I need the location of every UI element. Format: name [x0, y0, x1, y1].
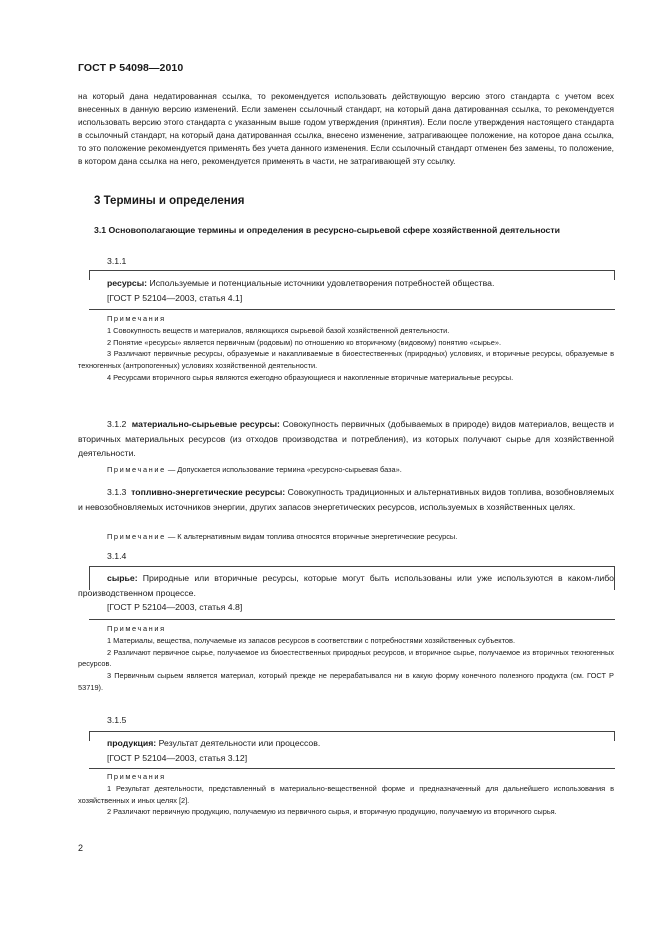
section-title: 3 Термины и определения: [94, 195, 245, 207]
document-header: ГОСТ Р 54098—2010: [78, 62, 184, 74]
term-number-3-1-5: 3.1.5: [107, 715, 127, 725]
frame-tick-right: [614, 566, 615, 590]
term-продукция: продукция:: [107, 738, 157, 748]
term-топливно-энергетические-ресурсы: топливно-энергетические ресурсы:: [131, 487, 286, 497]
definition-text: Результат деятельности или процессов.: [156, 738, 321, 748]
page-number: 2: [78, 843, 84, 853]
note-item: 1 Материалы, вещества, получаемые из запасов ресурсов в соответствии с потребностями хозяйственных субъектов.: [107, 635, 516, 645]
definition-source: [ГОСТ Р 52104—2003, статья 4.8]: [107, 602, 243, 613]
note-label: Примечание: [107, 465, 166, 474]
definition-text: Используемые и потенциальные источники удовлетворения потребностей общества.: [147, 278, 495, 288]
frame-tick-right: [614, 270, 615, 280]
note-3-1-3: [78, 531, 614, 543]
term-ресурсы: ресурсы:: [107, 278, 148, 288]
term-number-3-1-2: 3.1.2: [107, 419, 127, 429]
note-text: — Допускается использование термина «ресурсно-сырьевая база».: [165, 465, 402, 474]
notes-heading: Примечания: [107, 624, 166, 633]
note-item: 1 Совокупность веществ и материалов, являющихся сырьевой базой хозяйственной деятельности.: [107, 325, 450, 335]
frame-tick-right: [614, 731, 615, 741]
definition-source: [ГОСТ Р 52104—2003, статья 3.12]: [107, 752, 248, 763]
note-item: 4 Ресурсами вторичного сырья являются ежегодно образующиеся и накопленные вторичные материальные ресурсы.: [107, 372, 514, 382]
note-item: 3 Первичным сырьем является материал, который прежде не перерабатывался ни в какую форму конечного полезного продукта (см. ГОСТ Р 53719).: [78, 671, 614, 692]
term-number-3-1-3: 3.1.3: [107, 487, 127, 497]
intro-text: на который дана недатированная ссылка, то рекомендуется использовать действующую версию этого стандарта с учетом всех внесенных в данную версию изменений. Если заменен ссылочный стандарт, на который дана датированная ссылка, то рекомендуется использовать версию этого стандарта с указанным выше годом утверждения (принятия). Если после утверждения настоящего стандарта в ссылочный стандарт, на который дана датированная ссылка, внесено изменение, затрагивающее положение, на которое дана ссылка, то это положение рекомендуется применять без учета данного изменения. Если ссылочный стандарт отменен без замены, то положение, в котором дана ссылка на него, рекомендуется применять в части, не затрагивающей эту ссылку.: [78, 91, 614, 167]
term-3-1-2: [78, 417, 614, 461]
note-3-1-2: [78, 464, 614, 476]
note-label: Примечание: [107, 532, 166, 541]
note-item: 1 Результат деятельности, представленный в материально-вещественной форме и предназначенный для дальнейшего использования в хозяйственных и иных целях [2].: [78, 783, 614, 805]
term-3-1-3: [78, 485, 614, 514]
term-number-3-1-4: 3.1.4: [107, 551, 127, 561]
notes-3-1-4: [78, 623, 614, 694]
note-item: 2 Понятие «ресурсы» является первичным (родовым) по отношению ко вторичному (видовому) понятию «сырье».: [107, 337, 501, 347]
definition-3-1-4: [78, 571, 614, 615]
definition-text: Совокупность первичных (добываемых в природе) видов материалов, веществ и вторичных материальных ресурсов (из отходов производства и потребления), из которых получают сырье для хозяйственной деятельности.: [78, 419, 614, 458]
notes-3-1-1: [78, 313, 614, 384]
definition-text: Природные или вторичные ресурсы, которые могут быть использованы или уже используются в каком-либо производственном процессе.: [78, 573, 614, 598]
definition-text: Совокупность традиционных и альтернативных видов топлива, возобновляемых и невозобновляемых источников энергии, других запасов энергетических ресурсов, используемых в хозяйственных целях.: [78, 487, 615, 512]
notes-heading: Примечания: [107, 772, 166, 781]
note-item: 2 Различают первичное сырье, получаемое из биоестественных природных ресурсов, и вторичное сырье, получаемое из вторичных техногенных ресурсов.: [78, 647, 614, 669]
term-number-3-1-1: 3.1.1: [107, 256, 127, 266]
subsection-title: 3.1 Основополагающие термины и определения в ресурсно-сырьевой сфере хозяйственной деятельности: [94, 225, 560, 235]
intro-paragraph: [78, 90, 614, 169]
definition-source: [ГОСТ Р 52104—2003, статья 4.1]: [107, 292, 243, 303]
note-item: 2 Различают первичную продукцию, получаемую из первичного сырья, и вторичную продукцию, получаемую из вторичного сырья.: [107, 807, 557, 817]
definition-3-1-1: [78, 276, 614, 305]
notes-heading: Примечания: [107, 314, 166, 323]
definition-3-1-5: [78, 736, 614, 765]
note-text: — К альтернативным видам топлива относятся вторичные энергетические ресурсы.: [165, 532, 458, 541]
term-сырье: сырье:: [107, 573, 138, 583]
notes-3-1-5: [78, 771, 614, 818]
note-item: 3 Различают первичные ресурсы, образуемые и накапливаемые в биоестественных (природных) условиях, и вторичные ресурсы, образуемые в техногенных (антропогенных) условиях хозяйственной деятельности.: [78, 349, 614, 371]
term-материально-сырьевые-ресурсы: материально-сырьевые ресурсы:: [131, 419, 280, 429]
